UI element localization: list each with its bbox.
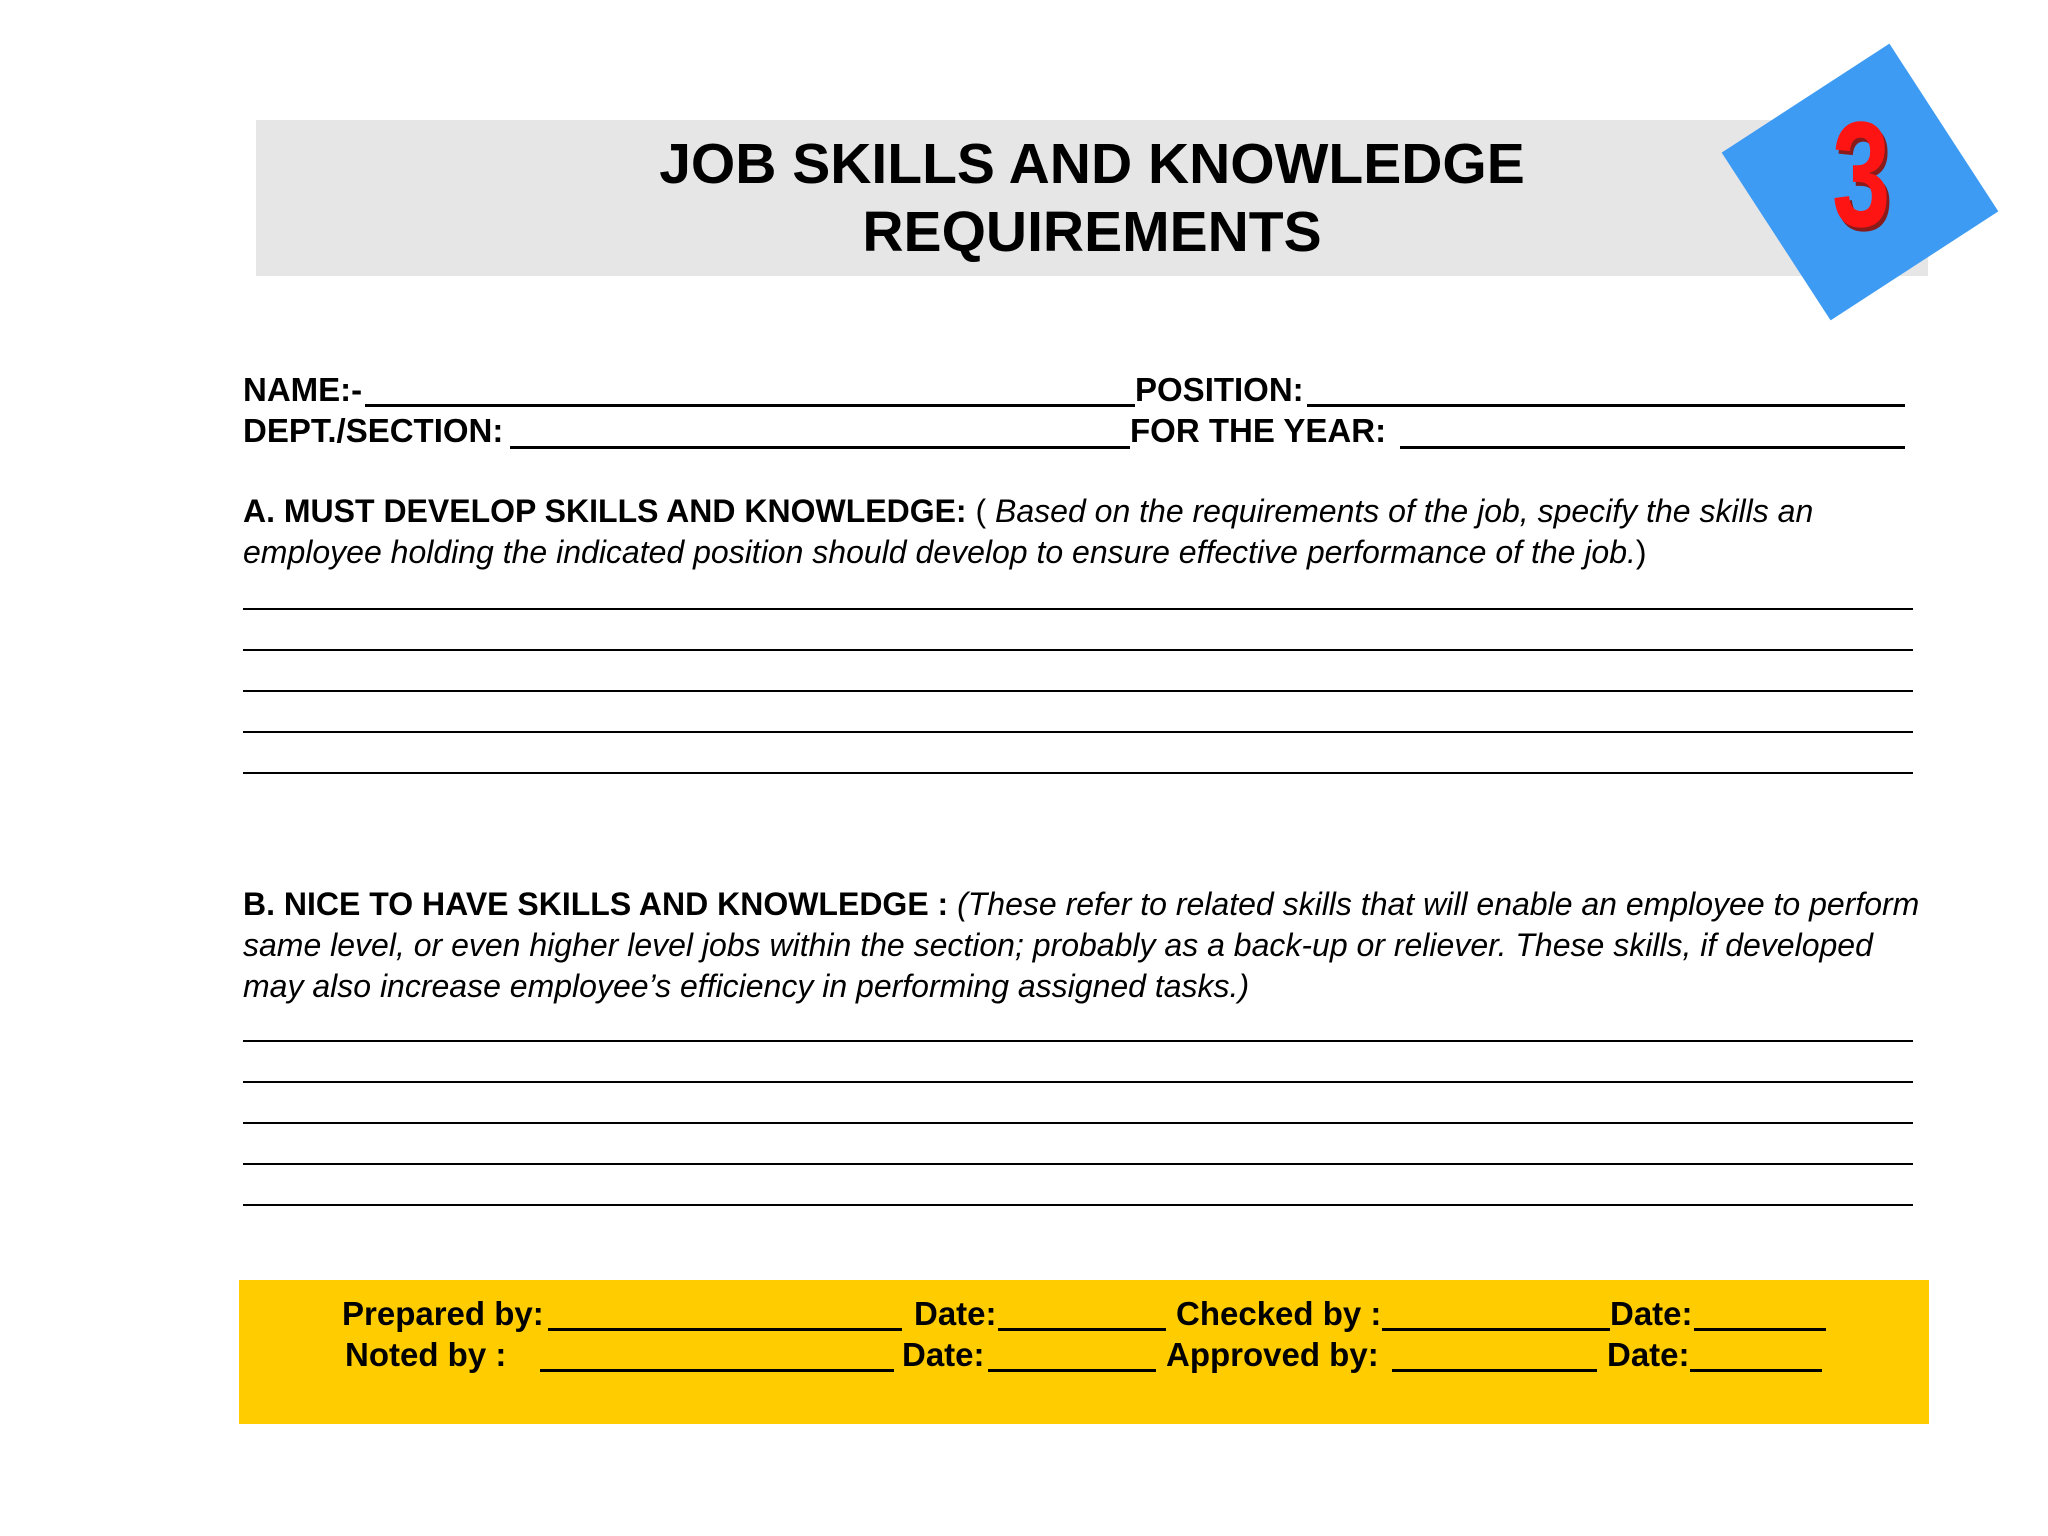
prepared-by-label: Prepared by:: [342, 1295, 544, 1332]
section-b-line-4[interactable]: [243, 1163, 1913, 1165]
page-number: 3: [1832, 90, 1891, 258]
approved-by-field[interactable]: [1392, 1369, 1597, 1372]
section-b-instructions: (These refer to related skills that will enable an employee to perform same level, or even higher level jobs within the section; probably as a back-up or reliever. These skills, if developed may also increase employee’s efficiency in performing assigned tasks.): [243, 886, 1920, 1004]
position-field[interactable]: [1307, 404, 1905, 407]
section-b-line-5[interactable]: [243, 1204, 1913, 1206]
noted-date-label: Date:: [902, 1336, 985, 1373]
for-the-year-field[interactable]: [1400, 446, 1905, 449]
noted-date-field[interactable]: [988, 1369, 1156, 1372]
section-a-line-2[interactable]: [243, 649, 1913, 651]
section-a-line-3[interactable]: [243, 690, 1913, 692]
prepared-by-field[interactable]: [548, 1328, 902, 1331]
section-a-open-paren: (: [966, 493, 996, 529]
section-b-line-2[interactable]: [243, 1081, 1913, 1083]
section-a-instructions: Based on the requirements of the job, specify the skills an employee holding the indicated position should develop to ensure effective performance of the job.: [243, 493, 1814, 570]
section-a-heading: [243, 491, 1933, 573]
approved-date-label: Date:: [1607, 1336, 1690, 1373]
prepared-date-field[interactable]: [998, 1328, 1166, 1331]
title-line-2: REQUIREMENTS: [862, 200, 1322, 264]
section-a-line-5[interactable]: [243, 772, 1913, 774]
section-b-title: B. NICE TO HAVE SKILLS AND KNOWLEDGE :: [243, 886, 958, 922]
position-label: POSITION:: [1135, 371, 1304, 408]
section-b-line-3[interactable]: [243, 1122, 1913, 1124]
name-field[interactable]: [365, 404, 1135, 407]
approved-by-label: Approved by:: [1166, 1336, 1379, 1373]
name-label: NAME:-: [243, 371, 363, 408]
checked-date-label: Date:: [1610, 1295, 1693, 1332]
section-b-heading: [243, 884, 1933, 1007]
section-a-title: A. MUST DEVELOP SKILLS AND KNOWLEDGE:: [243, 493, 967, 529]
noted-by-label: Noted by :: [345, 1336, 507, 1373]
title-line-1: JOB SKILLS AND KNOWLEDGE: [659, 132, 1525, 196]
section-a-line-4[interactable]: [243, 731, 1913, 733]
noted-by-field[interactable]: [540, 1369, 894, 1372]
checked-by-label: Checked by :: [1176, 1295, 1382, 1332]
section-a-line-1[interactable]: [243, 608, 1913, 610]
dept-section-field[interactable]: [510, 446, 1130, 449]
approved-date-field[interactable]: [1690, 1369, 1822, 1372]
section-b-line-1[interactable]: [243, 1040, 1913, 1042]
dept-section-label: DEPT./SECTION:: [243, 412, 504, 449]
section-a-close-paren: ): [1635, 534, 1647, 570]
page-title: [256, 130, 1928, 266]
checked-date-field[interactable]: [1694, 1328, 1826, 1331]
for-the-year-label: FOR THE YEAR:: [1130, 412, 1387, 449]
checked-by-field[interactable]: [1382, 1328, 1610, 1331]
prepared-date-label: Date:: [914, 1295, 997, 1332]
